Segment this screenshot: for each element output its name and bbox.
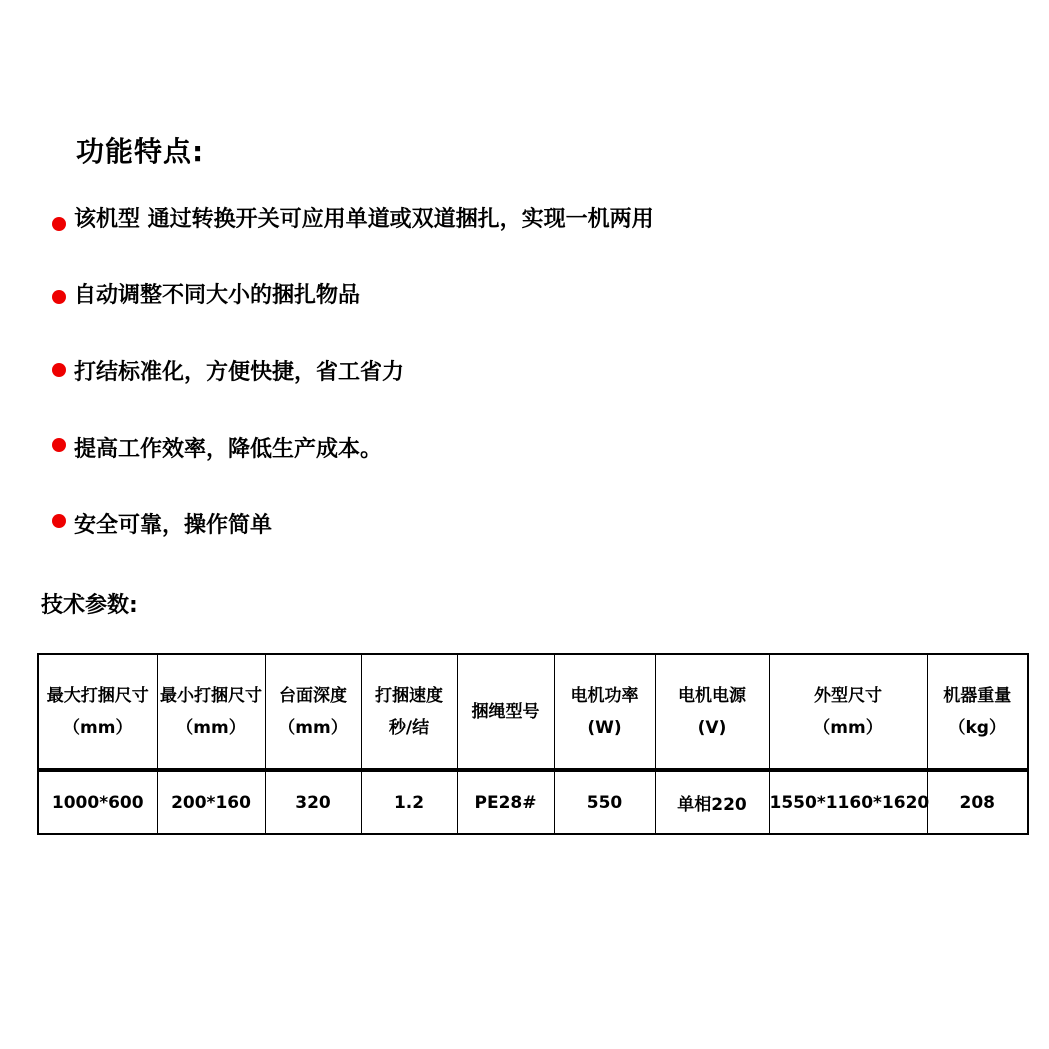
table-cell: 320 <box>265 770 361 834</box>
spec-table <box>37 653 1029 835</box>
feature-text: 提高工作效率，降低生产成本。 <box>74 437 383 462</box>
table-row <box>38 770 1028 834</box>
feature-text: 安全可靠，操作简单 <box>74 513 273 538</box>
header-unit: （kg） <box>948 717 1006 738</box>
table-header-row <box>38 654 1028 770</box>
header-cell <box>265 654 361 770</box>
bullet-icon <box>52 217 66 231</box>
features-title: 功能特点: <box>76 135 205 168</box>
table-cell: 550 <box>554 770 655 834</box>
header-unit: （mm） <box>813 717 883 738</box>
header-label: 台面深度 <box>279 685 347 706</box>
header-cell <box>457 654 554 770</box>
header-cell <box>38 654 157 770</box>
header-cell <box>655 654 769 770</box>
header-unit: 秒/结 <box>388 717 430 738</box>
feature-item <box>52 280 360 312</box>
bullet-icon <box>52 514 66 528</box>
table-cell: 1000*600 <box>38 770 157 834</box>
table-cell: 1.2 <box>361 770 457 834</box>
header-unit: （mm） <box>176 717 246 738</box>
bullet-icon <box>52 290 66 304</box>
params-title: 技术参数: <box>41 593 138 618</box>
feature-text: 打结标准化，方便快捷，省工省力 <box>74 360 405 385</box>
header-cell <box>927 654 1028 770</box>
feature-text: 自动调整不同大小的捆扎物品 <box>74 283 361 308</box>
bullet-icon <box>52 363 66 377</box>
header-label: 最小打捆尺寸 <box>160 685 262 706</box>
header-unit: (V) <box>697 717 727 738</box>
header-label: 打捆速度 <box>375 685 443 706</box>
header-cell <box>361 654 457 770</box>
header-unit: （mm） <box>278 717 348 738</box>
header-label: 机器重量 <box>943 685 1012 706</box>
header-unit: (W) <box>587 717 622 738</box>
header-label: 捆绳型号 <box>471 701 540 722</box>
header-label: 最大打捆尺寸 <box>46 685 149 706</box>
header-label: 外型尺寸 <box>814 685 882 706</box>
table-cell: 单相220 <box>655 770 769 834</box>
header-cell <box>554 654 655 770</box>
header-unit: （mm） <box>63 717 133 738</box>
header-cell <box>769 654 927 770</box>
header-label: 电机电源 <box>678 685 746 706</box>
feature-item <box>52 357 404 389</box>
table-cell: 1550*1160*1620 <box>769 770 927 834</box>
table-cell: PE28# <box>457 770 554 834</box>
header-cell <box>157 654 265 770</box>
feature-text: 该机型 通过转换开关可应用单道或双道捆扎，实现一机两用 <box>74 207 654 232</box>
feature-item <box>52 510 272 542</box>
feature-item <box>52 434 382 466</box>
bullet-icon <box>52 438 66 452</box>
table-cell: 200*160 <box>157 770 265 834</box>
header-label: 电机功率 <box>570 685 639 706</box>
feature-item <box>52 204 654 236</box>
table-cell: 208 <box>927 770 1028 834</box>
